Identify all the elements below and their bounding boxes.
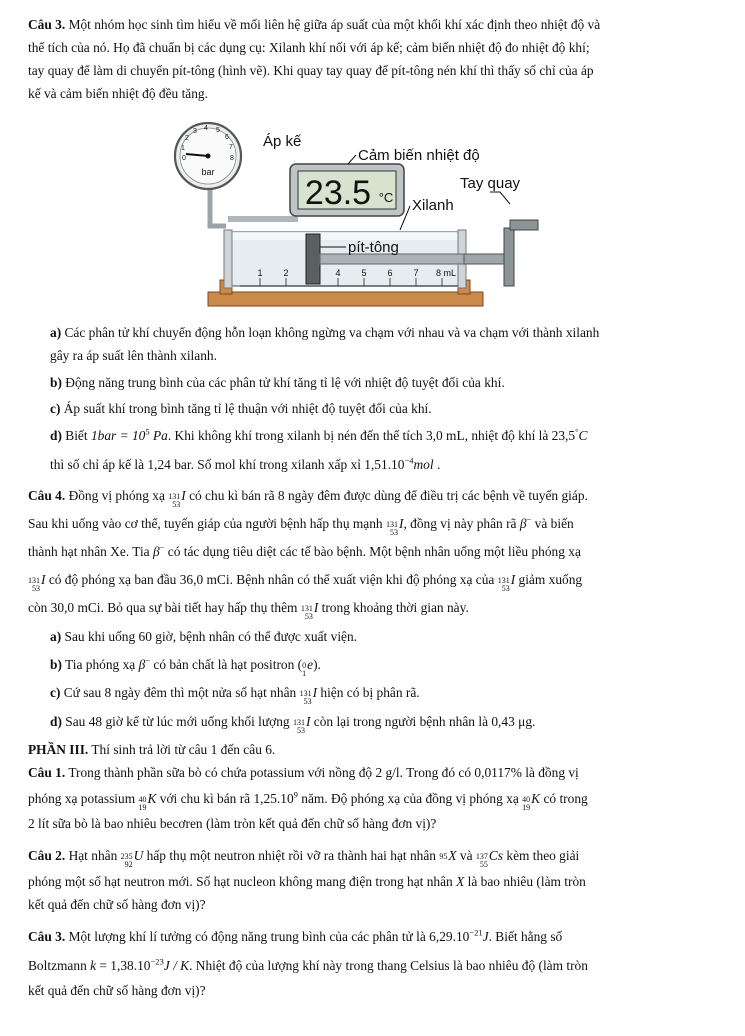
isotope-I131: 131 53 I bbox=[292, 714, 311, 735]
cau3-a-line-1: a) Các phân tử khí chuyển động hỗn loạn không ngừng va chạm với nhau và va chạm với thành xilanh bbox=[50, 325, 600, 340]
cau4-line-2: Sau khi uống vào cơ thể, tuyến giáp của người bệnh hấp thụ mạnh 131 53 I, đồng vị này phân rã β− và biến bbox=[28, 514, 574, 537]
p3c1-line-1: Câu 1. Trong thành phần sữa bò có chứa potassium với nồng độ 2 g/l. Trong đó có 0,0117% là đồng vị bbox=[28, 765, 579, 780]
isotope-I131: 131 53 I bbox=[497, 572, 516, 593]
apparatus-figure bbox=[168, 120, 548, 312]
label-xilanh: Xilanh bbox=[412, 197, 454, 214]
leader-tay-quay bbox=[490, 192, 510, 204]
crank-shaft bbox=[464, 254, 506, 264]
cau4-c: c) Cứ sau 8 ngày đêm thì một nửa số hạt nhân 131 53 I hiện có bị phân rã. bbox=[50, 682, 718, 706]
scale-label-4: 4 bbox=[335, 268, 341, 278]
cau3-d-line-2: thì số chỉ áp kế là 1,24 bar. Số mol khí trong xilanh xấp xỉ $1,51.10^{-4}mol$ . bbox=[50, 455, 441, 472]
gauge-zero: 0 bbox=[182, 155, 186, 162]
cau3-b: b) Động năng trung bình của các phân tử khí tăng tỉ lệ với nhiệt độ tuyệt đối của khí. bbox=[50, 375, 505, 390]
gauge-tick-7: 7 bbox=[229, 144, 233, 151]
cau3-line-4: kế và cảm biến nhiệt độ đều tăng. bbox=[28, 86, 208, 101]
isotope-Cs137: 137 55 Cs bbox=[475, 848, 504, 869]
cau3-line-2: thể tích của nó. Họ đã chuẩn bị các dụng cụ: Xilanh khí nối với áp kế; cảm biến nhiệt độ đo nhiệt độ khí; bbox=[28, 40, 590, 55]
isotope-K40: 40 19 K bbox=[522, 791, 541, 812]
gauge-pivot bbox=[206, 154, 211, 159]
sensor-stem bbox=[228, 216, 298, 222]
isotope-X95: 95 X bbox=[439, 848, 457, 863]
label-pit-tong: pít-tông bbox=[348, 239, 399, 256]
isotope-K40: 40 19 K bbox=[138, 791, 157, 812]
scale-label-8: 8 mL bbox=[435, 268, 457, 278]
crank-handle bbox=[510, 220, 538, 230]
cau4-line-5: còn 30,0 mCi. Bỏ qua sự bài tiết hay hấp thụ thêm 131 53 I trong khoảng thời gian này. bbox=[28, 597, 718, 621]
cylinder-cap-left bbox=[224, 230, 232, 288]
cau3-c: c) Áp suất khí trong bình tăng tỉ lệ thuận với nhiệt độ tuyệt đối của khí. bbox=[50, 401, 432, 416]
crank-arm bbox=[504, 228, 514, 286]
cau4-line-3: thành hạt nhân Xe. Tia β− có tác dụng tiêu diệt các tế bào bệnh. Một bệnh nhân uống một liều phóng xạ bbox=[28, 542, 581, 559]
gauge-tick-5: 5 bbox=[216, 127, 220, 134]
label-ap-ke: Áp kế bbox=[263, 133, 302, 150]
gauge-tick-4: 4 bbox=[204, 125, 208, 132]
p3c1-line-3: 2 lít sữa bò là bao nhiêu becơren (làm tròn kết quả đến chữ số hàng đơn vị)? bbox=[28, 816, 437, 831]
p3c2-line-1: Câu 2. Hạt nhân 235 92 U hấp thụ một neutron nhiệt rồi vỡ ra thành hai hạt nhân 95 X và 137 55 Cs kèm theo giải bbox=[28, 845, 718, 869]
wooden-base bbox=[208, 292, 483, 306]
p3c1-line-2: phóng xạ potassium 40 19 K với chu kì bán rã 1,25.10$^9$ năm. Độ phóng xạ của đồng vị phóng xạ 40 19 K có trong bbox=[28, 789, 588, 812]
scale-label-5: 5 bbox=[361, 268, 367, 278]
scale-label-6: 6 bbox=[387, 268, 393, 278]
phan3-heading: PHẦN III. Thí sinh trả lời từ câu 1 đến câu 6. bbox=[28, 742, 276, 757]
question-label: Câu 3. bbox=[28, 17, 66, 32]
cau4-a: a) Sau khi uống 60 giờ, bệnh nhân có thể được xuất viện. bbox=[50, 629, 358, 644]
positron-symbol: 0 1 e bbox=[302, 657, 314, 678]
gauge-tick-3: 3 bbox=[193, 128, 197, 135]
cau4-line-4: 131 53 I có độ phóng xạ ban đầu 36,0 mCi. Bệnh nhân có thể xuất viện khi độ phóng xạ của 131 53 I giảm xuống bbox=[28, 569, 718, 593]
isotope-I131: 131 53 I bbox=[168, 488, 186, 509]
cau3-a-line-2: gây ra áp suất lên thành xilanh. bbox=[50, 348, 217, 363]
piston bbox=[306, 234, 320, 284]
gauge-tick-8: 8 bbox=[230, 155, 234, 162]
cau4-d: d) Sau 48 giờ kể từ lúc mới uống khối lượng 131 53 I còn lại trong người bệnh nhân là 0,43 μg. bbox=[50, 711, 718, 735]
gauge-tick-2: 2 bbox=[185, 135, 189, 142]
sensor-reading: 23.5 bbox=[304, 174, 372, 212]
isotope-I131: 131 53 I bbox=[28, 572, 46, 593]
isotope-I131: 131 53 I bbox=[299, 685, 318, 706]
isotope-I131: 131 53 I bbox=[300, 600, 319, 621]
cau3-line-1: Câu 3. Một nhóm học sinh tìm hiểu về mối liên hệ giữa áp suất của một khối khí xác định theo nhiệt độ và bbox=[28, 17, 601, 32]
p3c3-line-3: kết quả đến chữ số hàng đơn vị)? bbox=[28, 983, 206, 998]
cylinder-highlight bbox=[228, 232, 462, 240]
isotope-I131: 131 53 I bbox=[385, 516, 404, 537]
label-cam-bien: Cảm biến nhiệt độ bbox=[358, 147, 480, 164]
p3c3-line-1: Câu 3. Một lượng khí lí tưởng có động năng trung bình của các phân tử là $6,29.10^{-21}J$. Biết hằng số bbox=[28, 927, 563, 944]
gauge-tick-1: 1 bbox=[181, 145, 185, 152]
cau4-b: b) Tia phóng xạ β− có bản chất là hạt positron ( 0 1 e). bbox=[50, 655, 321, 678]
gauge-tick-6: 6 bbox=[225, 134, 229, 141]
scale-label-7: 7 bbox=[413, 268, 419, 278]
p3c2-line-3: kết quả đến chữ số hàng đơn vị)? bbox=[28, 897, 206, 912]
leader-cam-bien bbox=[348, 155, 356, 164]
p3c3-line-2: Boltzmann $k = 1,38.10^{-23}J / K$. Nhiệt độ của lượng khí này trong thang Celsius là bao nhiêu độ (làm tròn bbox=[28, 956, 588, 973]
cau3-d-line-1: d) Biết $1bar = 10^5$ Pa. Khi không khí trong xilanh bị nén đến thể tích 3,0 mL, nhiệt độ khí là 23,5°C bbox=[50, 426, 588, 443]
isotope-U235: 235 92 U bbox=[120, 848, 144, 869]
p3c2-line-2: phóng một số hạt neutron mới. Số hạt nucleon không mang điện trong hạt nhân X là bao nhiêu (làm tròn bbox=[28, 874, 586, 889]
scale-label-1: 1 bbox=[257, 268, 263, 278]
cau4-line-1: Câu 4. Đồng vị phóng xạ 131 53 I có chu kì bán rã 8 ngày đêm được dùng để điều trị các bệnh về tuyến giáp. bbox=[28, 485, 718, 509]
sensor-unit: °C bbox=[378, 190, 394, 205]
cau3-line-3: tay quay để làm di chuyển pít-tông (hình vẽ). Khi quay tay quay để pít-tông nén khí thì thấy số chỉ của áp bbox=[28, 63, 594, 78]
gauge-pipe bbox=[210, 188, 226, 226]
gauge-unit: bar bbox=[201, 167, 215, 177]
label-tay-quay: Tay quay bbox=[460, 175, 521, 192]
scale-label-2: 2 bbox=[283, 268, 289, 278]
